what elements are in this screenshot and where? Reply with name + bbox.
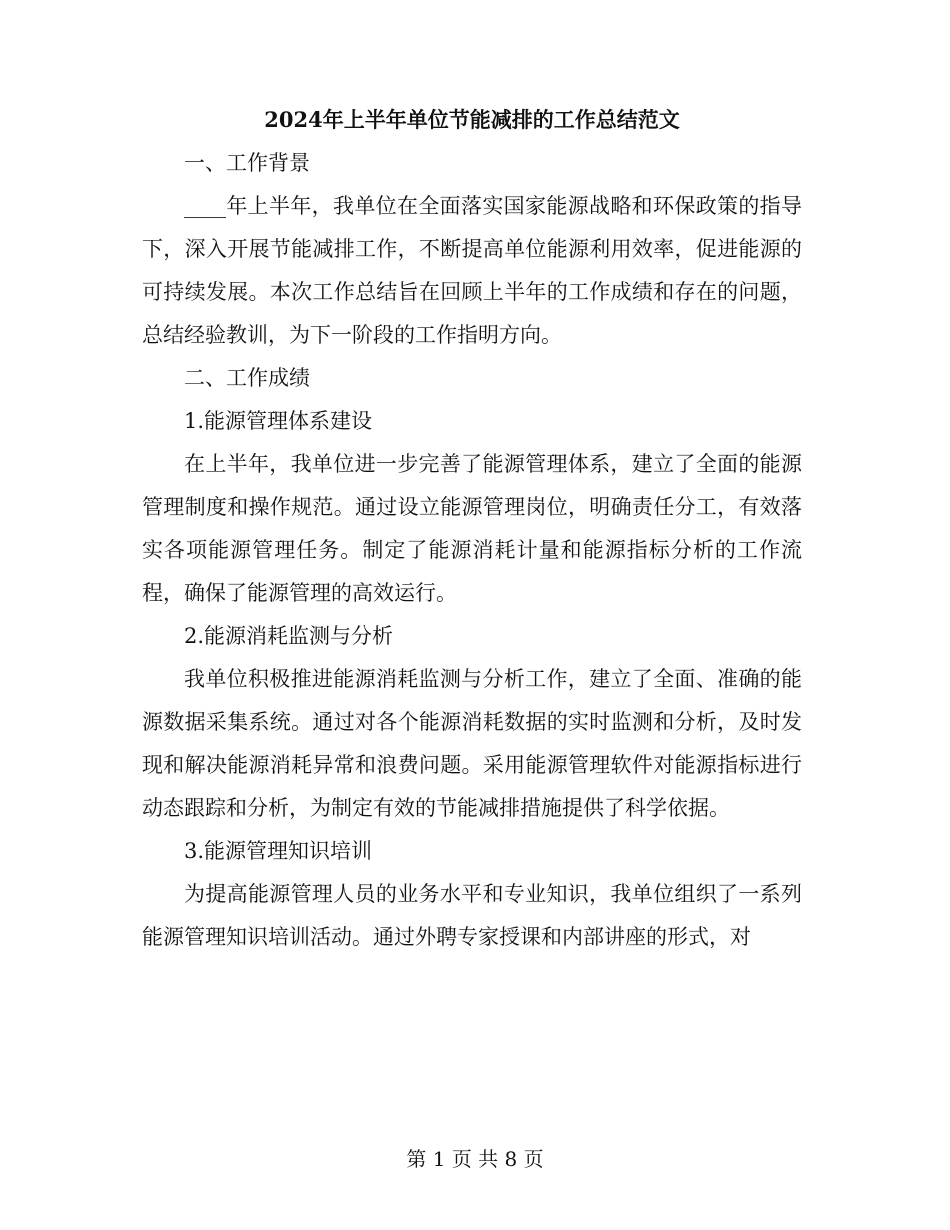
document-body: [142, 98, 802, 959]
subheading-monitoring: 2.能源消耗监测与分析: [184, 624, 394, 648]
subheading-management-system: 1.能源管理体系建设: [184, 409, 373, 433]
paragraph-training: 为提高能源管理人员的业务水平和专业知识，我单位组织了一系列能源管理知识培训活动。通过外聘专家授课和内部讲座的形式，对: [142, 882, 802, 949]
section-heading-achievements: 二、工作成绩: [184, 366, 310, 390]
document-title: 2024年上半年单位节能减排的工作总结范文: [264, 107, 680, 132]
section-heading-background: 一、工作背景: [184, 151, 310, 175]
paragraph-monitoring: 我单位积极推进能源消耗监测与分析工作，建立了全面、准确的能源数据采集系统。通过对各个能源消耗数据的实时监测和分析，及时发现和解决能源消耗异常和浪费问题。采用能源管理软件对能源指标进行动态跟踪和分析，为制定有效的节能减排措施提供了科学依据。: [142, 667, 802, 820]
paragraph-background: ____年上半年，我单位在全面落实国家能源战略和环保政策的指导下，深入开展节能减排工作，不断提高单位能源利用效率，促进能源的可持续发展。本次工作总结旨在回顾上半年的工作成绩和存在的问题，总结经验教训，为下一阶段的工作指明方向。: [142, 194, 802, 347]
page-number-footer: 第 1 页 共 8 页: [406, 1147, 544, 1171]
subheading-training: 3.能源管理知识培训: [184, 839, 373, 863]
paragraph-management-system: 在上半年，我单位进一步完善了能源管理体系，建立了全面的能源管理制度和操作规范。通过设立能源管理岗位，明确责任分工，有效落实各项能源管理任务。制定了能源消耗计量和能源指标分析的工作流程，确保了能源管理的高效运行。: [142, 452, 802, 605]
